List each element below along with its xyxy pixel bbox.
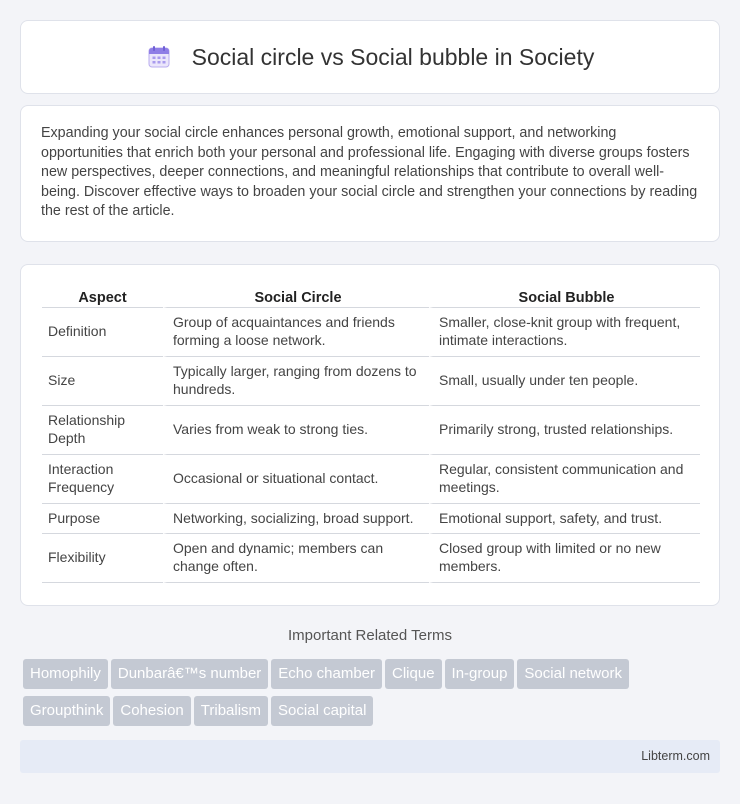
row-circle: Open and dynamic; members can change often. bbox=[163, 534, 429, 583]
table-row bbox=[42, 406, 700, 455]
tag-in-group[interactable]: In-group bbox=[445, 659, 515, 689]
row-bubble: Small, usually under ten people. bbox=[429, 357, 700, 406]
row-circle: Occasional or situational contact. bbox=[163, 455, 429, 504]
table-row bbox=[42, 357, 700, 406]
footer bbox=[20, 740, 720, 773]
tag-clique[interactable]: Clique bbox=[385, 659, 442, 689]
tag-social-capital[interactable]: Social capital bbox=[271, 696, 373, 726]
row-bubble: Closed group with limited or no new members. bbox=[429, 534, 700, 583]
row-bubble: Regular, consistent communication and meetings. bbox=[429, 455, 700, 504]
tag-dunbars-number[interactable]: Dunbarâ€™s number bbox=[111, 659, 268, 689]
header-card bbox=[20, 20, 720, 94]
tag-social-network[interactable]: Social network bbox=[517, 659, 629, 689]
calendar-icon bbox=[146, 44, 172, 70]
intro-card bbox=[20, 105, 720, 242]
table-row bbox=[42, 308, 700, 357]
comparison-table bbox=[42, 285, 700, 583]
row-aspect: Purpose bbox=[42, 504, 163, 534]
row-bubble: Smaller, close-knit group with frequent, intimate interactions. bbox=[429, 308, 700, 357]
tag-cohesion[interactable]: Cohesion bbox=[113, 696, 190, 726]
table-row bbox=[42, 504, 700, 534]
row-circle: Group of acquaintances and friends forming a loose network. bbox=[163, 308, 429, 357]
table-row bbox=[42, 455, 700, 504]
row-aspect: Size bbox=[42, 357, 163, 406]
row-circle: Networking, socializing, broad support. bbox=[163, 504, 429, 534]
tag-echo-chamber[interactable]: Echo chamber bbox=[271, 659, 382, 689]
row-aspect: Definition bbox=[42, 308, 163, 357]
tag-groupthink[interactable]: Groupthink bbox=[23, 696, 110, 726]
row-circle: Varies from weak to strong ties. bbox=[163, 406, 429, 455]
footer-site-link[interactable]: Libterm.com bbox=[641, 749, 710, 763]
comparison-table-card bbox=[20, 264, 720, 606]
row-aspect: Interaction Frequency bbox=[42, 455, 163, 504]
header-social-bubble: Social Bubble bbox=[429, 285, 700, 308]
related-terms-title: Important Related Terms bbox=[288, 627, 452, 644]
intro-text: Expanding your social circle enhances personal growth, emotional support, and networking opportunities that enrich both your personal and professional life. Engaging with diverse groups fosters new perspectives, deeper connections, and meaningful relationships that contribute to overall well-being. Discover effective ways to broaden your social circle and strengthen your connections by reading the rest of the article. bbox=[41, 125, 698, 220]
row-bubble: Primarily strong, trusted relationships. bbox=[429, 406, 700, 455]
tag-tribalism[interactable]: Tribalism bbox=[194, 696, 268, 726]
row-aspect: Flexibility bbox=[42, 534, 163, 583]
row-aspect: Relationship Depth bbox=[42, 406, 163, 455]
table-header-row bbox=[42, 285, 700, 308]
tag-homophily[interactable]: Homophily bbox=[23, 659, 108, 689]
header-social-circle: Social Circle bbox=[163, 285, 429, 308]
table-row bbox=[42, 534, 700, 583]
row-bubble: Emotional support, safety, and trust. bbox=[429, 504, 700, 534]
header-aspect: Aspect bbox=[42, 285, 163, 308]
page-title: Social circle vs Social bubble in Society bbox=[191, 43, 595, 70]
related-terms-tags bbox=[23, 659, 723, 733]
row-circle: Typically larger, ranging from dozens to hundreds. bbox=[163, 357, 429, 406]
